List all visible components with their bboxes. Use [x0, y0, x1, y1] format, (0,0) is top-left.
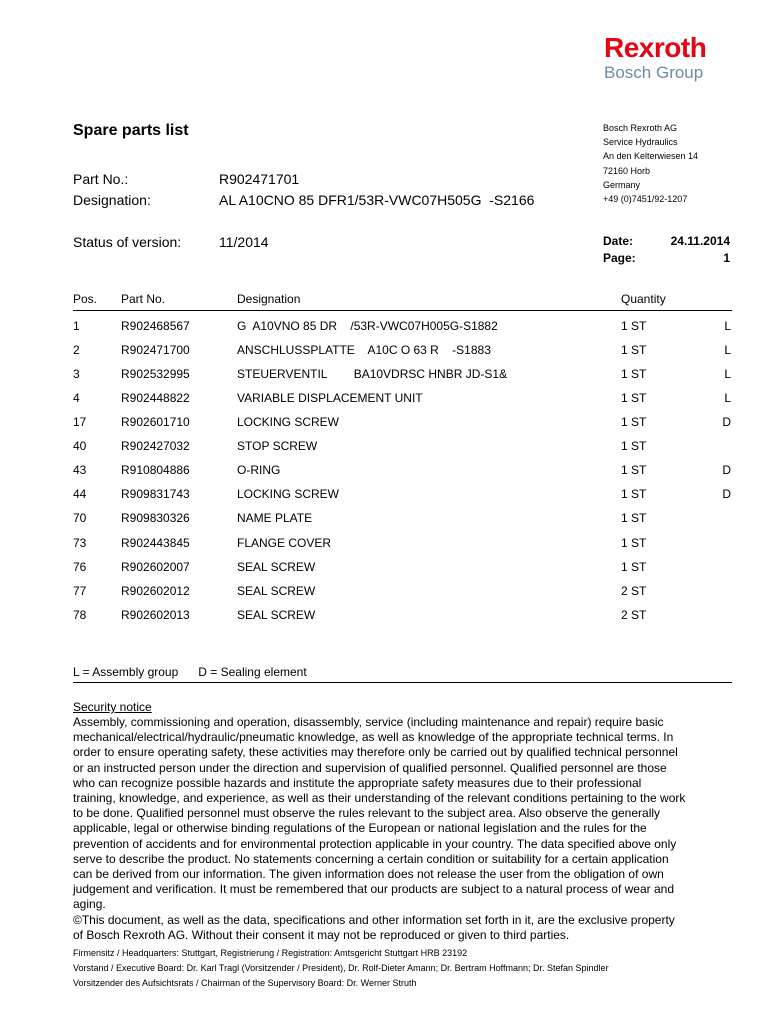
- cell-part-no: R902602012: [121, 584, 190, 598]
- table-row: [0, 391, 768, 409]
- table-row: [0, 439, 768, 457]
- table-row: [0, 319, 768, 337]
- part-no-value: R902471701: [219, 171, 300, 187]
- notice-line: of Bosch Rexroth AG. Without their consent it may not be reproduced or given to third parties.: [73, 927, 570, 942]
- notice-line: serve to describe the product. No statements concerning a certain condition or suitability for a certain application: [73, 851, 669, 866]
- address-line: Bosch Rexroth AG: [603, 123, 678, 133]
- cell-pos: 17: [73, 415, 87, 429]
- notice-line: can be derived from our information. The given information does not release the user from the obligation of own: [73, 867, 664, 882]
- designation-value: AL A10CNO 85 DFR1/53R-VWC07H505G -S2166: [219, 192, 535, 208]
- notice-line: to be done. Qualified personnel must observe the rules relevant to the subject area. Also observe the generally: [73, 806, 661, 821]
- cell-quantity: 2 ST: [621, 584, 647, 598]
- cell-pos: 43: [73, 463, 87, 477]
- security-notice-body: [73, 715, 738, 943]
- cell-quantity: 1 ST: [621, 536, 647, 550]
- cell-designation: VARIABLE DISPLACEMENT UNIT: [237, 391, 423, 405]
- table-row: [0, 536, 768, 554]
- cell-quantity: 1 ST: [621, 367, 647, 381]
- table-row: [0, 343, 768, 361]
- part-no-label: Part No.:: [73, 171, 129, 187]
- date-label: Date:: [603, 234, 634, 248]
- address-line: 72160 Horb: [603, 165, 651, 176]
- footer-line: Firmensitz / Headquarters: Stuttgart, Registrierung / Registration: Amtsgericht Stuttgart HRB 23192: [73, 948, 468, 958]
- table-row: [0, 608, 768, 626]
- cell-code: D: [722, 463, 731, 477]
- status-value: 11/2014: [219, 234, 269, 250]
- notice-line: prevention of accidents and for environmental protection applicable in your country. The data specified above only: [73, 836, 677, 851]
- cell-part-no: R902602013: [121, 608, 190, 622]
- cell-pos: 70: [73, 511, 87, 525]
- cell-designation: STEUERVENTIL BA10VDRSC HNBR JD-S1&: [237, 367, 508, 381]
- footer-line: Vorstand / Executive Board: Dr. Karl Tragl (Vorsitzender / President), Dr. Rolf-Dieter Amann; Dr. Bertram Hoffmann; Dr. Stefan Spindler: [73, 963, 609, 973]
- address-line: Germany: [603, 179, 641, 190]
- cell-quantity: 1 ST: [621, 511, 647, 525]
- table-row: [0, 463, 768, 481]
- cell-designation: G A10VNO 85 DR /53R-VWC07H005G-S1882: [237, 319, 498, 333]
- page-title: Spare parts list: [73, 122, 189, 139]
- cell-designation: O-RING: [237, 463, 281, 477]
- cell-code: D: [722, 487, 731, 501]
- notice-line: judgement and verification. It must be remembered that our products are subject to a natural process of wear and: [73, 882, 674, 897]
- cell-code: L: [724, 319, 731, 333]
- table-row: [0, 511, 768, 529]
- designation-label: Designation:: [73, 192, 151, 208]
- date-value: 24.11.2014: [670, 234, 730, 248]
- cell-part-no: R902427032: [121, 439, 190, 453]
- table-row: [0, 415, 768, 433]
- table-row: [0, 560, 768, 578]
- page-label: Page:: [603, 251, 636, 265]
- bosch-group-logo: Bosch Group: [604, 63, 704, 82]
- column-header-designation: Designation: [237, 292, 301, 306]
- cell-pos: 77: [73, 584, 87, 598]
- cell-pos: 1: [73, 319, 80, 333]
- column-header-pos: Pos.: [73, 292, 98, 306]
- cell-code: L: [724, 391, 731, 405]
- cell-part-no: R902443845: [121, 536, 190, 550]
- cell-quantity: 1 ST: [621, 391, 647, 405]
- notice-line: training, knowledge, and experience, as well as their understanding of the relevant conditions pertaining to the work: [73, 791, 686, 806]
- notice-line: aging.: [73, 897, 106, 912]
- cell-designation: LOCKING SCREW: [237, 487, 340, 501]
- cell-code: L: [724, 367, 731, 381]
- notice-line: order to ensure operating safety, these activities may therefore only be carried out by qualified technical personnel: [73, 745, 678, 760]
- cell-pos: 3: [73, 367, 80, 381]
- cell-quantity: 1 ST: [621, 439, 647, 453]
- rexroth-logo: Rexroth: [604, 32, 707, 63]
- notice-line: applicable, legal or otherwise binding regulations of the European or national legislation and the rules for the: [73, 821, 647, 836]
- cell-pos: 73: [73, 536, 87, 550]
- cell-quantity: 1 ST: [621, 560, 647, 574]
- notice-line: mechanical/electrical/hydraulic/pneumatic knowledge, as well as knowledge of the appropriate technical terms. In: [73, 730, 674, 745]
- cell-quantity: 2 ST: [621, 608, 647, 622]
- cell-designation: NAME PLATE: [237, 511, 313, 525]
- notice-line: or an instructed person under the direction and supervision of qualified personnel. Qualified personnel are those: [73, 760, 667, 775]
- cell-designation: SEAL SCREW: [237, 608, 316, 622]
- cell-part-no: R902448822: [121, 391, 190, 405]
- cell-part-no: R909831743: [121, 487, 190, 501]
- cell-quantity: 1 ST: [621, 343, 647, 357]
- column-header-quantity: Quantity: [621, 292, 666, 306]
- cell-pos: 76: [73, 560, 87, 574]
- cell-part-no: R902532995: [121, 367, 190, 381]
- cell-pos: 4: [73, 391, 80, 405]
- cell-part-no: R909830326: [121, 511, 190, 525]
- cell-part-no: R902601710: [121, 415, 190, 429]
- table-row: [0, 487, 768, 505]
- address-line: Service Hydraulics: [603, 137, 678, 148]
- cell-part-no: R902468567: [121, 319, 190, 333]
- cell-pos: 78: [73, 608, 87, 622]
- company-address: [603, 121, 698, 206]
- cell-designation: ANSCHLUSSPLATTE A10C O 63 R -S1883: [237, 343, 491, 357]
- cell-quantity: 1 ST: [621, 463, 647, 477]
- legend-divider: [73, 682, 732, 683]
- address-line: An den Kelterwiesen 14: [603, 151, 699, 162]
- cell-pos: 44: [73, 487, 87, 501]
- cell-designation: SEAL SCREW: [237, 584, 316, 598]
- address-line: +49 (0)7451/92-1207: [603, 194, 688, 205]
- cell-quantity: 1 ST: [621, 487, 647, 501]
- cell-designation: STOP SCREW: [237, 439, 318, 453]
- notice-line: who can recognize possible hazards and institute the appropriate safety measures due to their professional: [73, 775, 642, 790]
- footer-line: Vorsitzender des Aufsichtsrats / Chairman of the Supervisory Board: Dr. Werner Struth: [73, 978, 417, 988]
- cell-designation: SEAL SCREW: [237, 560, 316, 574]
- page-value: 1: [723, 251, 730, 265]
- table-row: [0, 584, 768, 602]
- column-header-part-no: Part No.: [121, 292, 166, 306]
- notice-line: ©This document, as well as the data, specifications and other information set forth in it, are the exclusive property: [73, 912, 675, 927]
- cell-part-no: R902471700: [121, 343, 190, 357]
- cell-pos: 2: [73, 343, 80, 357]
- cell-part-no: R910804886: [121, 463, 190, 477]
- cell-pos: 40: [73, 439, 87, 453]
- table-header-divider: [73, 310, 732, 311]
- cell-designation: LOCKING SCREW: [237, 415, 340, 429]
- cell-part-no: R902602007: [121, 560, 190, 574]
- notice-line: Assembly, commissioning and operation, disassembly, service (including maintenance and repair) require basic: [73, 715, 664, 729]
- cell-code: D: [722, 415, 731, 429]
- status-label: Status of version:: [73, 234, 182, 250]
- company-footer: [73, 946, 609, 991]
- cell-designation: FLANGE COVER: [237, 536, 332, 550]
- legend-text: L = Assembly group D = Sealing element: [73, 665, 307, 679]
- cell-quantity: 1 ST: [621, 415, 647, 429]
- table-row: [0, 367, 768, 385]
- cell-code: L: [724, 343, 731, 357]
- security-notice-heading: Security notice: [73, 700, 152, 714]
- cell-quantity: 1 ST: [621, 319, 647, 333]
